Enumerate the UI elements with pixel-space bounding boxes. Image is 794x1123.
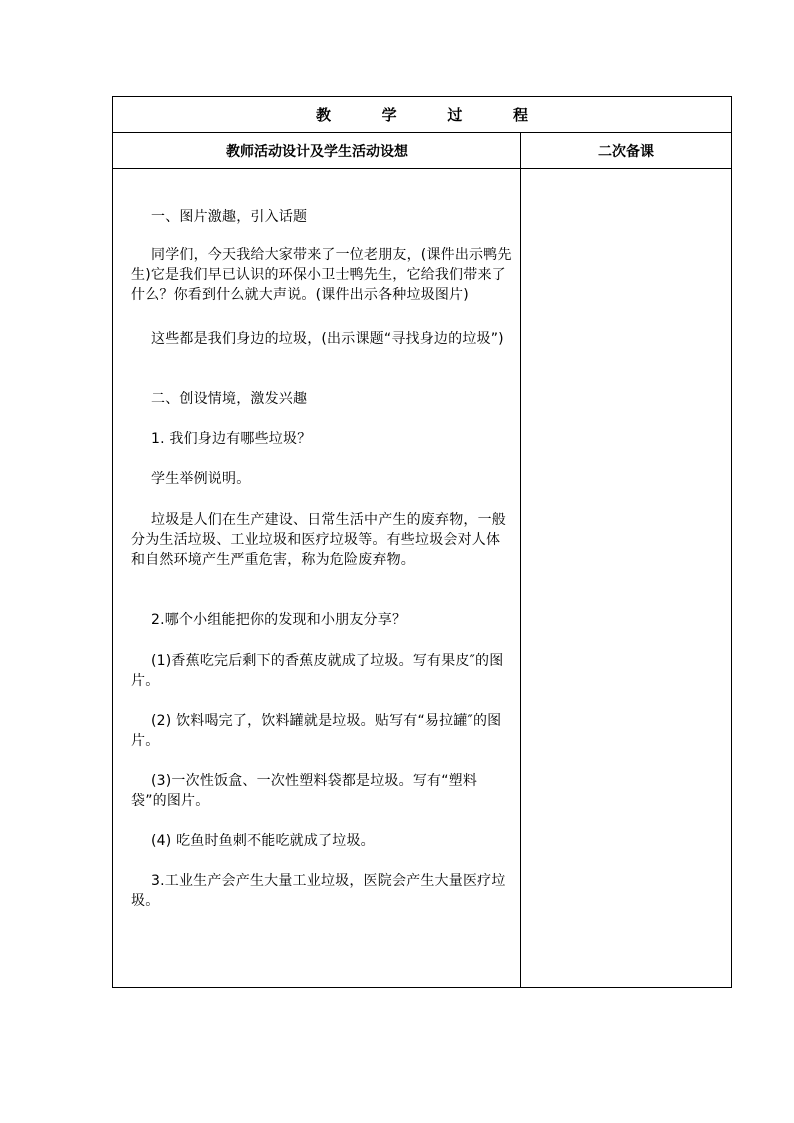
section-heading-1: 一、图片激趣，引入话题 (151, 209, 308, 225)
title-char: 程 (512, 106, 528, 124)
title-char: 教 (316, 106, 332, 124)
question-2: 2.哪个小组能把你的发现和小朋友分享？ (151, 612, 407, 628)
paragraph-intro: 同学们，今天我给大家带来了一位老朋友，(课件出示鸭先生)它是我们早已认识的环保小卫士鸭先生，它给我们带来了什么？你看到什么就大声说。(课件出示各种垃圾图片) (131, 247, 512, 303)
section-heading-2: 二、创设情境，激发兴趣 (151, 391, 308, 407)
lesson-table (112, 96, 732, 988)
question-1: 1. 我们身边有哪些垃圾？ (151, 431, 312, 447)
list-item-4: (4) 吃鱼时鱼刺不能吃就成了垃圾。 (151, 833, 375, 849)
table-header-row (113, 133, 731, 169)
paragraph-industrial-waste: 3.工业生产会产生大量工业垃圾，医院会产生大量医疗垃圾。 (131, 873, 506, 909)
teacher-activity-cell (113, 169, 520, 987)
list-item-3: (3)一次性饭盒、一次性塑料袋都是垃圾。写有“塑料袋”的图片。 (131, 773, 478, 809)
list-item-2: (2) 饮料喝完了，饮料罐就是垃圾。贴写有“易拉罐″的图片。 (131, 713, 502, 749)
paragraph-student-examples: 学生举例说明。 (151, 471, 251, 487)
paragraph-topic: 这些都是我们身边的垃圾，(出示课题“寻找身边的垃圾”) (151, 331, 504, 347)
paragraph-definition: 垃圾是人们在生产建设、日常生活中产生的废弃物，一般分为生活垃圾、工业垃圾和医疗垃圾等。有些垃圾会对人体和自然环境产生严重危害，称为危险废弃物。 (131, 512, 506, 568)
title-char: 过 (447, 106, 463, 124)
header-second-prep: 二次备课 (598, 143, 654, 160)
title-char: 学 (381, 106, 397, 124)
second-prep-cell (521, 169, 731, 987)
table-title-row (113, 97, 731, 133)
list-item-1: (1)香蕉吃完后剩下的香蕉皮就成了垃圾。写有果皮″的图片。 (131, 653, 504, 689)
table-title (316, 104, 528, 125)
header-teacher-activity: 教师活动设计及学生活动设想 (226, 143, 408, 160)
